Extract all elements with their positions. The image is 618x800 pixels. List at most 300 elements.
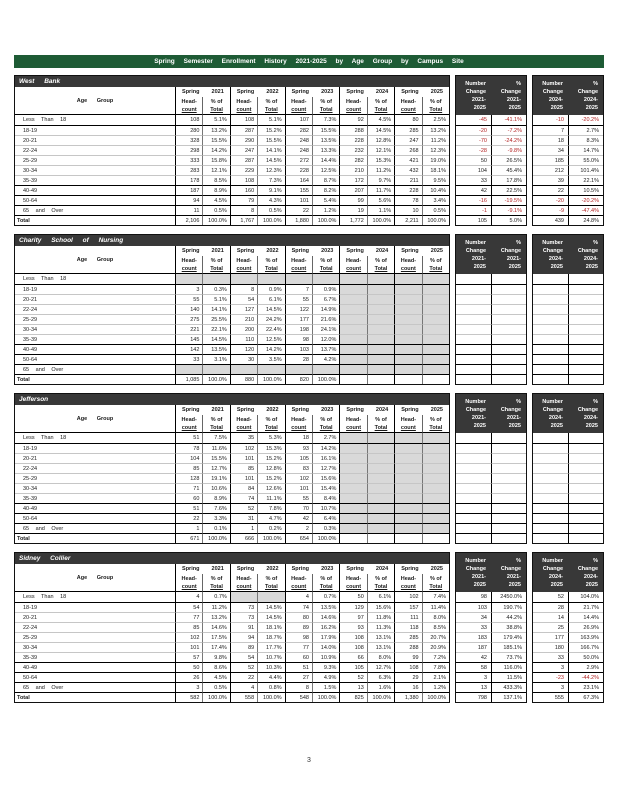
data-cell [175,364,202,374]
data-cell: 85 [175,622,202,632]
data-cell: 13.2% [202,125,229,135]
year-header [394,564,449,574]
data-cell: 280 [175,125,202,135]
change-cell: 28 [533,602,568,612]
data-cell [394,364,421,374]
data-cell [339,523,366,533]
change-cell [491,344,526,354]
data-cell [339,374,366,384]
data-cell [394,304,421,314]
data-cell [367,523,394,533]
data-cell: 11.2% [422,135,449,145]
subheader-line: % of [210,258,223,264]
subheader-line: Head- [345,99,362,105]
data-cell: 8.0% [422,612,449,622]
age-group-header: Age Group [15,87,175,115]
change-cell [568,483,603,493]
data-cell: 10 [394,205,421,215]
change-cell: 180 [533,642,568,652]
data-cell: 10.4% [422,185,449,195]
data-cell [367,513,394,523]
change-cell: 14.4% [568,612,603,622]
change-cell: -70 [456,135,491,145]
data-cell: 4 [175,592,202,602]
subheader-line: Total [429,266,443,272]
data-cell: 15.3% [257,443,284,453]
data-cell [422,294,449,304]
panel-header-line: % [593,81,598,87]
change-cell [533,473,568,483]
spring-label: Spring [236,407,255,413]
year-header [175,405,230,415]
change-panel [455,393,527,544]
data-cell: 4.2% [312,354,339,364]
data-cell: 4 [285,592,312,602]
campus-block [14,393,604,544]
data-cell: 880 [230,374,257,384]
change-cell: 67.3% [568,692,603,702]
change-cell [491,533,526,543]
data-cell: 15.5% [202,135,229,145]
data-cell: 52 [339,672,366,682]
data-cell: 19.1% [202,473,229,483]
data-cell: 80 [285,612,312,622]
change-cell: 104 [456,165,491,175]
change-cell: 23.1% [568,682,603,692]
data-cell [394,354,421,364]
panel-grid [456,433,526,543]
data-cell: 18 [285,433,312,443]
data-cell: 7.3% [312,115,339,125]
column-subheader [422,97,449,115]
change-cell [533,314,568,324]
subheader-line: Head- [345,417,362,423]
panel-header-line: 2024- [583,256,598,262]
data-cell: 4.5% [367,115,394,125]
data-cell: 820 [285,374,312,384]
data-cell: 100.0% [257,692,284,702]
data-cell: 22 [230,672,257,682]
data-cell: 12.1% [367,145,394,155]
panel-header-line: Number [465,399,486,405]
data-cell: 100.0% [257,374,284,384]
data-cell: 79 [230,195,257,205]
row-label: 30-34 [15,324,175,334]
panel-header-line: Change [577,566,598,572]
data-cell [394,294,421,304]
change-panel [532,393,604,544]
subheader-line: count [291,107,307,113]
year-header [230,246,285,256]
data-cell: 582 [175,692,202,702]
data-cell: 3 [175,682,202,692]
change-cell: -9.1% [491,205,526,215]
change-cell: -44.2% [568,672,603,682]
data-cell: 228 [394,185,421,195]
data-cell: 11 [175,205,202,215]
column-subheader [175,574,202,592]
change-cell [456,334,491,344]
panel-header-line: 2021- [471,574,486,580]
panel-header-line: 2024- [583,415,598,421]
data-cell: 19 [339,205,366,215]
data-cell: 99 [339,195,366,205]
spring-label: Spring [346,407,364,413]
change-cell [456,314,491,324]
data-cell: 10.7% [312,503,339,513]
campus-table [14,234,450,385]
subheader-line: count [236,266,252,272]
subheader-line: Head- [400,417,417,423]
data-cell: 17.9% [312,632,339,642]
column-subheader [175,97,202,115]
column-subheader [339,97,366,115]
data-cell: 108 [339,642,366,652]
change-cell: 433.3% [491,682,526,692]
change-cell [491,443,526,453]
panel-header-line: 2025 [473,264,486,270]
panel-header-line: Number [542,399,563,405]
data-cell: 17.5% [202,632,229,642]
data-cell: 8 [285,682,312,692]
data-cell: 73 [230,602,257,612]
data-cell [339,304,366,314]
year-value: 2022 [266,89,279,95]
spring-label: Spring [401,566,419,572]
column-subheader [257,256,284,274]
row-label: 50-64 [15,354,175,364]
panel-header-line: 2025 [585,423,598,429]
data-cell: 282 [285,125,312,135]
change-cell [533,493,568,503]
data-cell [367,354,394,364]
column-subheader [230,574,257,592]
data-cell: 6.7% [312,294,339,304]
panel-header-line: 2025 [550,582,563,588]
data-cell: 164 [285,175,312,185]
year-value: 2025 [430,89,443,95]
data-cell [422,314,449,324]
change-cell: 103 [456,602,491,612]
change-cell [568,284,603,294]
data-cell: 77 [175,612,202,622]
data-cell: 14.6% [202,622,229,632]
change-cell [456,433,491,443]
data-cell: 13.1% [367,642,394,652]
data-cell: 98 [285,334,312,344]
data-cell [394,433,421,443]
data-cell: 122 [285,304,312,314]
year-header [175,87,230,97]
change-cell [491,374,526,384]
spring-label: Spring [236,248,255,254]
change-cell [456,493,491,503]
data-cell: 825 [339,692,366,702]
panel-header-line: 2021- [506,256,521,262]
change-panel [455,552,527,703]
panel-header-line: Change [542,248,563,254]
column-subheader [230,415,257,433]
data-cell: 99 [394,652,421,662]
row-label: Total [15,692,175,702]
data-cell: 25.5% [202,314,229,324]
year-header [175,564,230,574]
panel-header-line: 2021- [471,97,486,103]
panel-header-line: 2024- [548,97,563,103]
column-subheader [285,97,312,115]
panel-grid [533,274,603,384]
spring-label: Spring [291,248,310,254]
data-cell: 128 [175,473,202,483]
change-cell: 45.4% [491,165,526,175]
spring-label: Spring [291,407,310,413]
change-cell [456,374,491,384]
data-cell: 27 [285,672,312,682]
subheader-line: count [181,425,197,431]
data-cell: 228 [339,135,366,145]
data-cell [394,513,421,523]
year-header [339,246,394,256]
data-cell [422,334,449,344]
subheader-line: % of [265,258,278,264]
subheader-line: Head- [181,417,197,423]
data-cell [422,443,449,453]
data-cell: 12.5% [312,165,339,175]
change-cell: 137.1% [491,692,526,702]
year-value: 2025 [430,566,443,572]
data-cell [422,483,449,493]
data-cell: 103 [285,344,312,354]
subheader-line: count [236,584,252,590]
change-cell: -10 [556,117,564,123]
age-group-header: Age Group [15,564,175,592]
column-subheader [202,415,229,433]
change-cell: 34 [456,612,491,622]
column-subheader [285,256,312,274]
data-cell: 8.6% [202,662,229,672]
data-cell: 12.7% [312,463,339,473]
data-cell: 85 [175,463,202,473]
panel-header-line: % [516,558,521,564]
data-cell [339,463,366,473]
panel-header-line: Change [542,89,563,95]
row-label: 22-24 [15,145,175,155]
change-cell [568,314,603,324]
column-subheader [394,574,421,592]
change-cell [568,324,603,334]
subheader-line: % of [429,576,442,582]
panel-header-line: 2025 [585,105,598,111]
change-cell: 22.5% [491,185,526,195]
data-cell: 100.0% [202,533,229,543]
page-number: 3 [307,757,311,764]
change-cell [456,324,491,334]
change-cell [533,523,568,533]
data-cell: 118 [394,622,421,632]
data-cell: 142 [175,344,202,354]
data-cell: 11.4% [422,602,449,612]
change-cell: -19.5% [491,195,526,205]
change-cell [533,354,568,364]
data-cell: 14.2% [202,145,229,155]
data-cell: 94 [230,632,257,642]
data-cell: 66 [339,652,366,662]
panel-header-col [533,553,568,592]
data-cell: 1,767 [230,215,257,225]
change-cell: 25 [533,622,568,632]
data-cell: 91 [230,622,257,632]
data-cell: 268 [394,145,421,155]
year-header [285,246,340,256]
data-cell: 100.0% [202,692,229,702]
change-cell: 5.0% [491,215,526,225]
data-cell: 52 [230,503,257,513]
panel-header-line: Change [465,89,486,95]
change-cell: -41.1% [491,115,526,125]
data-cell: 4.3% [257,195,284,205]
subheader-line: count [400,425,416,431]
data-cell: 7 [285,284,312,294]
row-label: 18-19 [15,284,175,294]
data-cell: 207 [339,185,366,195]
data-cell: 13.2% [422,125,449,135]
year-value: 2022 [266,407,279,413]
subheader-line: Head- [345,258,362,264]
data-cell: 11.2% [202,602,229,612]
data-cell: 26 [175,672,202,682]
row-label: Total [15,533,175,543]
data-cell: 100.0% [312,215,339,225]
change-cell [533,364,568,374]
data-cell: 54 [175,602,202,612]
data-cell: 13.5% [312,135,339,145]
data-cell: 15.2% [257,473,284,483]
data-cell: 11.2% [367,165,394,175]
data-cell: 421 [394,155,421,165]
panel-header-col [456,76,491,115]
data-cell: 282 [339,155,366,165]
change-cell [491,503,526,513]
data-cell: 1,772 [339,215,366,225]
data-cell: 1.1% [367,205,394,215]
data-cell: 0.1% [202,523,229,533]
change-cell [456,364,491,374]
data-cell: 13.5% [202,344,229,354]
data-cell: 178 [175,175,202,185]
change-cell [533,284,568,294]
data-cell [394,483,421,493]
change-panel [455,234,527,385]
change-cell [456,513,491,523]
column-subheader [175,256,202,274]
change-cell: 38.8% [491,622,526,632]
data-cell [367,344,394,354]
panel-header-col [568,553,603,592]
year-value: 2024 [375,248,389,254]
panel-header-line: Number [465,240,486,246]
row-label: Less Than 18 [23,435,67,441]
data-cell: 60 [175,493,202,503]
change-cell [533,324,568,334]
spring-label: Spring [182,248,200,254]
spring-label: Spring [346,566,364,572]
year-value: 2024 [375,89,389,95]
data-cell [230,592,257,602]
panel-header-line: % [516,399,521,405]
row-label: 20-21 [15,453,175,463]
subheader-line: % of [210,576,223,582]
data-cell: 71 [175,483,202,493]
spring-label: Spring [401,248,419,254]
subheader-line: Head- [181,576,197,582]
change-cell [456,274,491,284]
change-cell [533,374,568,384]
year-value: 2021 [211,566,224,572]
column-subheader [312,415,339,433]
data-cell: 15.2% [257,453,284,463]
data-cell: 85 [230,463,257,473]
data-cell [394,463,421,473]
data-cell: 3.4% [422,195,449,205]
year-header [230,87,285,97]
data-cell: 666 [230,533,257,543]
panel-header-line: 2024- [583,574,598,580]
data-cell [202,364,229,374]
change-cell: 104.0% [568,592,603,602]
column-subheader [422,574,449,592]
data-cell [339,324,366,334]
data-cell: 31 [230,513,257,523]
change-cell [456,523,491,533]
data-cell [367,503,394,513]
data-cell: 108 [339,632,366,642]
data-cell: 50 [175,662,202,672]
data-cell: 60 [285,652,312,662]
data-cell [394,503,421,513]
row-label: 20-21 [15,135,175,145]
data-cell: 6.1% [367,592,394,602]
panel-header-line: 2025 [473,582,486,588]
panel-header-line: Number [542,240,563,246]
data-cell: 287 [230,155,257,165]
panel-header-line: Change [465,566,486,572]
data-cell [394,274,421,284]
data-cell [339,354,366,364]
change-cell [568,274,603,284]
data-cell: 101 [230,453,257,463]
data-cell: 247 [394,135,421,145]
data-cell: 0.9% [312,284,339,294]
age-group-header: Age Group [15,405,175,433]
spring-label: Spring [291,566,310,572]
data-cell: 17.4% [202,642,229,652]
row-label: 30-34 [15,165,175,175]
panel-header-line: 2025 [550,423,563,429]
row-label: 35-39 [15,493,175,503]
change-cell: -20.2% [568,115,603,125]
data-cell [367,443,394,453]
data-cell [339,334,366,344]
spring-label: Spring [401,89,419,95]
data-cell [367,374,394,384]
data-cell: 157 [394,602,421,612]
data-cell: 2.1% [422,672,449,682]
change-cell [491,453,526,463]
data-cell [394,533,421,543]
data-cell: 3.5% [257,354,284,364]
panel-header-line: Change [500,89,521,95]
data-cell: 12.8% [257,463,284,473]
